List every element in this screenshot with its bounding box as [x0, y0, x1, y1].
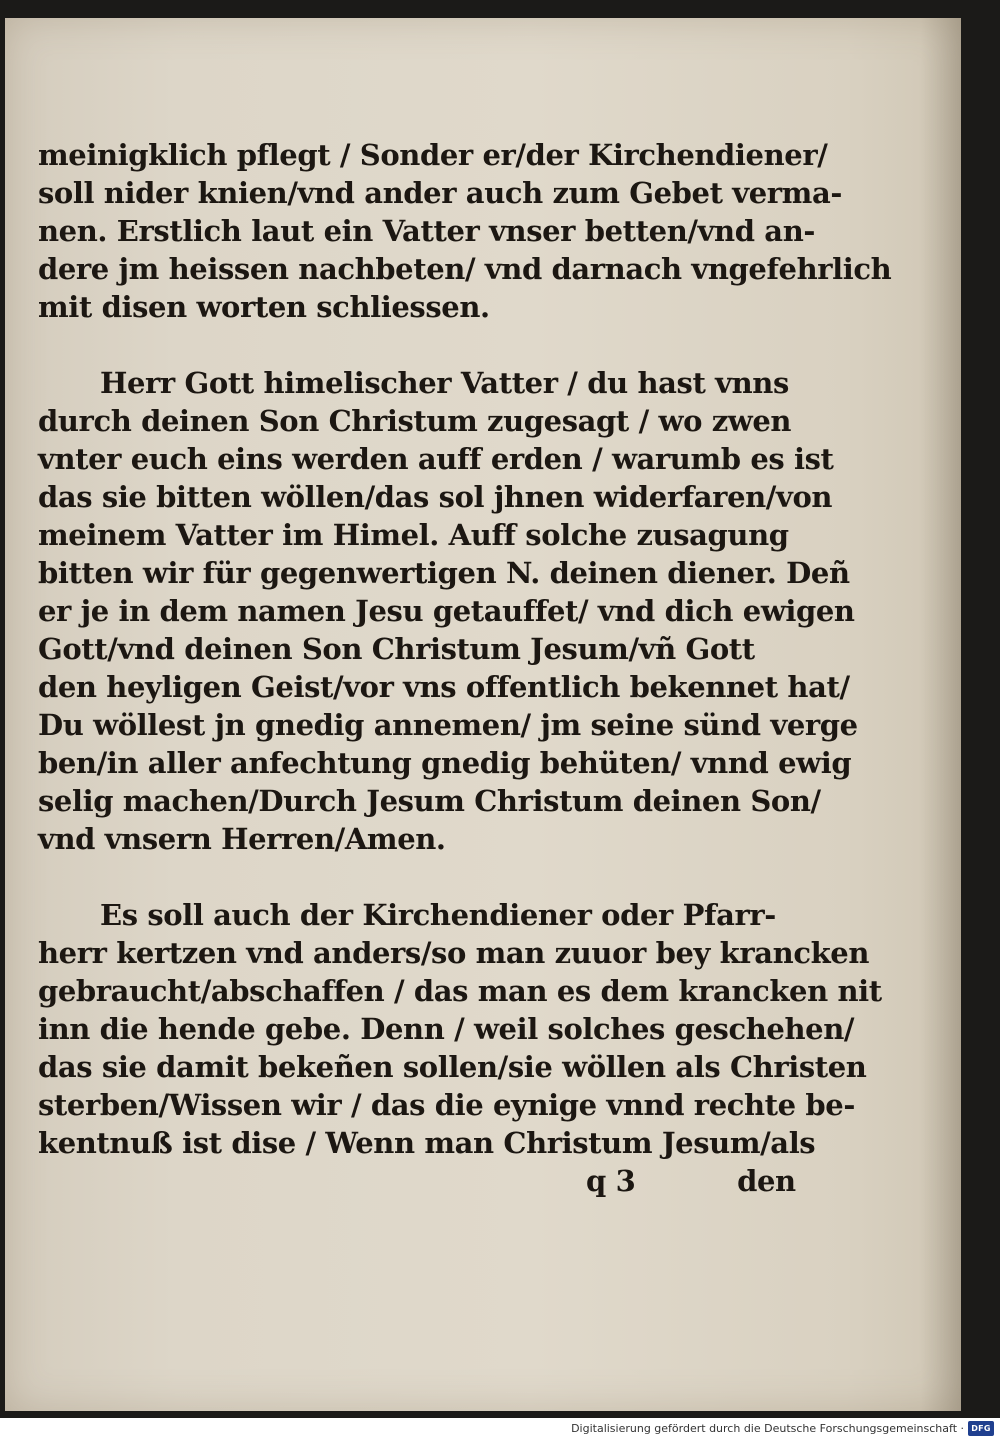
signature-mark: q 3: [586, 1164, 636, 1198]
text-line: er je in dem namen Jesu getauffet/ vnd dich ewigen: [38, 594, 855, 628]
catchword: den: [737, 1164, 796, 1198]
funding-notice: Digitalisierung gefördert durch die Deutsche Forschungsgemeinschaft ·: [571, 1422, 964, 1435]
text-line: dere jm heissen nachbeten/ vnd darnach vngefehrlich: [38, 252, 892, 286]
text-line: selig machen/Durch Jesum Christum deinen Son/: [38, 784, 821, 818]
text-line: kentnuß ist dise / Wenn man Christum Jesum/als: [38, 1126, 816, 1160]
footer-bar: [0, 1418, 1000, 1440]
page-text: [38, 136, 892, 1200]
paragraph-gap: [38, 326, 780, 364]
text-line: das sie bitten wöllen/das sol jhnen widerfaren/von: [38, 480, 833, 514]
text-line: meinem Vatter im Himel. Auff solche zusagung: [38, 518, 789, 552]
signature-line: [38, 1162, 796, 1200]
text-line: durch deinen Son Christum zugesagt / wo zwen: [38, 404, 792, 438]
text-line: inn die hende gebe. Denn / weil solches geschehen/: [38, 1012, 855, 1046]
text-line: meinigklich pflegt / Sonder er/der Kirchendiener/: [38, 138, 828, 172]
book-page: [5, 18, 961, 1411]
text-line: vnter euch eins werden auff erden / warumb es ist: [38, 442, 834, 476]
text-line: herr kertzen vnd anders/so man zuuor bey krancken: [38, 936, 870, 970]
text-line: mit disen worten schliessen.: [38, 290, 490, 324]
paragraph-gap: [38, 858, 780, 896]
text-line: Es soll auch der Kirchendiener oder Pfarr-: [100, 898, 776, 932]
text-line: ben/in aller anfechtung gnedig behüten/ vnnd ewig: [38, 746, 852, 780]
text-line: sterben/Wissen wir / das die eynige vnnd rechte be-: [38, 1088, 855, 1122]
text-line: bitten wir für gegenwertigen N. deinen diener. Deñ: [38, 556, 850, 590]
text-line: nen. Erstlich laut ein Vatter vnser betten/vnd an-: [38, 214, 816, 248]
text-line: den heyligen Geist/vor vns offentlich bekennet hat/: [38, 670, 850, 704]
text-line: Gott/vnd deinen Son Christum Jesum/vñ Gott: [38, 632, 755, 666]
page-edge-shadow: [921, 18, 961, 1411]
text-line: vnd vnsern Herren/Amen.: [38, 822, 446, 856]
text-line: Herr Gott himelischer Vatter / du hast vnns: [100, 366, 789, 400]
text-line: Du wöllest jn gnedig annemen/ jm seine sünd verge: [38, 708, 858, 742]
dfg-logo-icon: DFG: [968, 1421, 994, 1436]
text-line: das sie damit bekeñen sollen/sie wöllen als Christen: [38, 1050, 867, 1084]
text-line: gebraucht/abschaffen / das man es dem krancken nit: [38, 974, 882, 1008]
text-line: soll nider knien/vnd ander auch zum Gebet verma-: [38, 176, 842, 210]
